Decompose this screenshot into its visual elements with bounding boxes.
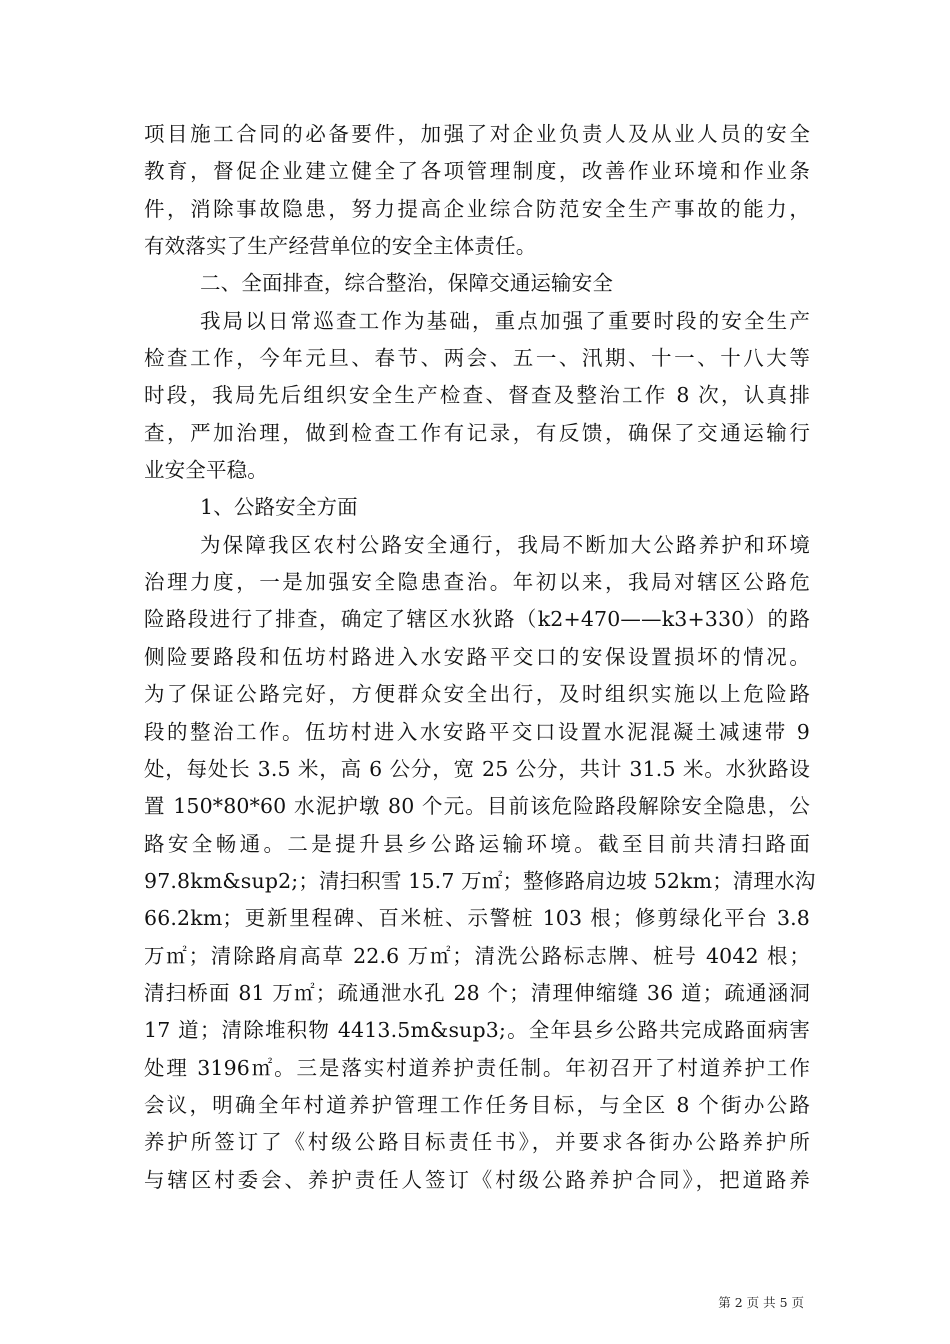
- text-line: 为保障我区农村公路安全通行，我局不断加大公路养护和环境: [200, 532, 810, 557]
- text-line: 有效落实了生产经营单位的安全主体责任。: [144, 234, 537, 259]
- text-line: 教育，督促企业建立健全了各项管理制度，改善作业环境和作业条: [144, 159, 810, 184]
- text-line: 处理 3196㎡。三是落实村道养护责任制。年初召开了村道养护工作: [144, 1055, 810, 1080]
- text-line: 万㎡；清除路肩高草 22.6 万㎡；清洗公路标志牌、桩号 4042 根；: [144, 943, 810, 968]
- text-line: 项目施工合同的必备要件，加强了对企业负责人及从业人员的安全: [144, 122, 810, 146]
- text-line: 66.2km；更新里程碑、百米桩、示警桩 103 根；修剪绿化平台 3.8: [144, 906, 810, 931]
- text-line: 路安全畅通。二是提升县乡公路运输环境。截至目前共清扫路面: [144, 831, 810, 856]
- text-line: 97.8km&sup2;；清扫积雪 15.7 万㎡；整修路肩边坡 52km；清理水沟: [144, 868, 816, 893]
- text-line: 处，每处长 3.5 米，高 6 公分，宽 25 公分，共计 31.5 米。水狄路设: [144, 756, 810, 781]
- text-line: 治理力度，一是加强安全隐患查治。年初以来，我局对辖区公路危: [144, 570, 810, 595]
- text-line: 会议，明确全年村道养护管理工作任务目标，与全区 8 个街办公路: [144, 1092, 810, 1117]
- text-line: 17 道；清除堆积物 4413.5m&sup3;。全年县乡公路共完成路面病害: [144, 1018, 810, 1043]
- text-line: 置 150*80*60 水泥护墩 80 个元。目前该危险路段解除安全隐患，公: [144, 794, 810, 819]
- text-line: 时段，我局先后组织安全生产检查、督查及整治工作 8 次，认真排: [144, 383, 810, 408]
- body-text: [144, 116, 816, 1199]
- text-line: 件，消除事故隐患，努力提高企业综合防范安全生产事故的能力，: [144, 196, 810, 221]
- text-line: 清扫桥面 81 万㎡；疏通泄水孔 28 个；清理伸缩缝 36 道；疏通涵洞: [144, 980, 810, 1005]
- text-line: 业安全平稳。: [144, 458, 268, 483]
- text-line: 为了保证公路完好，方便群众安全出行，及时组织实施以上危险路: [144, 682, 810, 707]
- page-number: 第 2 页 共 5 页: [718, 1295, 804, 1310]
- text-line: 我局以日常巡查工作为基础，重点加强了重要时段的安全生产: [200, 308, 810, 333]
- text-line: 段的整治工作。伍坊村进入水安路平交口设置水泥混凝土减速带 9: [144, 719, 810, 744]
- text-line: 险路段进行了排查，确定了辖区水狄路（k2+470——k3+330）的路: [144, 607, 810, 632]
- text-line: 查，严加治理，做到检查工作有记录，有反馈，确保了交通运输行: [144, 420, 810, 445]
- text-line: 侧险要路段和伍坊村路进入水安路平交口的安保设置损坏的情况。: [144, 644, 810, 669]
- text-line: 检查工作，今年元旦、春节、两会、五一、汛期、十一、十八大等: [144, 346, 810, 371]
- section-heading: 二、全面排查，综合整治，保障交通运输安全: [200, 271, 613, 296]
- text-line: 养护所签订了《村级公路目标责任书》，并要求各街办公路养护所: [144, 1130, 810, 1155]
- text-line: 与辖区村委会、养护责任人签订《村级公路养护合同》，把道路养: [144, 1167, 810, 1192]
- subsection-heading: 1、公路安全方面: [200, 495, 358, 520]
